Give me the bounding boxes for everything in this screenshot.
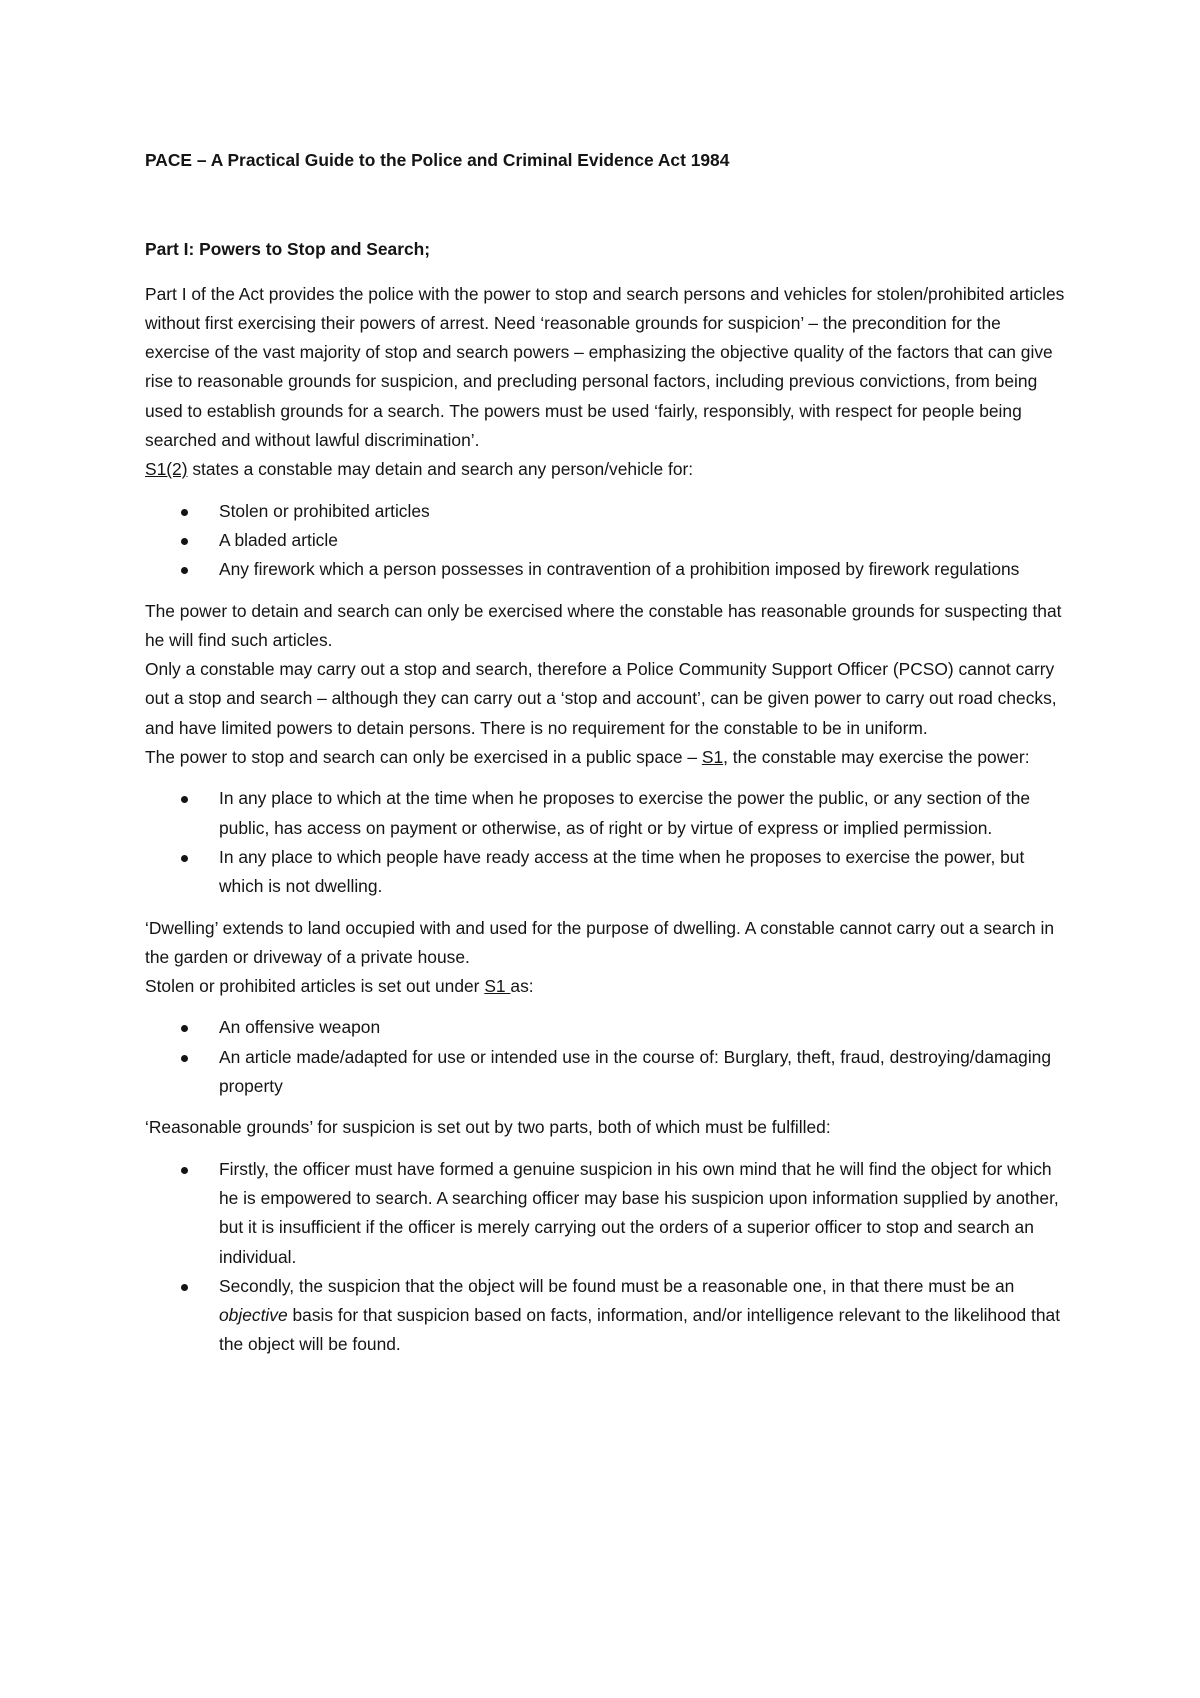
list-item-text: In any place to which at the time when he proposes to exercise the power the public, or any section of the public, has access on payment or otherwise, as of right or by virtue of express or implied permission. [219, 788, 1031, 838]
list-item [145, 784, 1070, 843]
list-item-text: Any firework which a person possesses in contravention of a prohibition imposed by firework regulations [219, 559, 1020, 580]
bullet-icon [181, 1167, 188, 1174]
list-item [145, 1155, 1070, 1272]
bullet-icon [181, 1284, 188, 1291]
s12-paragraph [145, 455, 1070, 484]
only-constable-paragraph: Only a constable may carry out a stop and search, therefore a Police Community Support Officer (PCSO) cannot carry out a stop and search – although they can carry out a ‘stop and account’, can be given power to carry out road checks, and have limited powers to detain persons. There is no requirement for the constable to be in uniform. [145, 659, 1057, 738]
section-reference-link: S1 [701, 747, 724, 768]
list-item-text: Firstly, the officer must have formed a genuine suspicion in his own mind that he will find the object for which he is empowered to search. A searching officer may base his suspicion upon information supplied by another, but it is insufficient if the officer is merely carrying out the orders of a superior officer to stop and search an individual. [219, 1158, 1059, 1267]
list-item-text-end: basis for that suspicion based on facts, information, and/or intelligence relevant to the likelihood that the object will be found. [219, 1305, 1061, 1355]
stolen-text-end: as: [510, 976, 534, 997]
stolen-text: Stolen or prohibited articles is set out under [145, 976, 485, 997]
list-item [145, 843, 1070, 902]
list-item-text: An article made/adapted for use or intended use in the course of: Burglary, theft, fraud, destroying/damaging property [219, 1046, 1052, 1097]
bullet-icon [181, 538, 188, 545]
prohibited-articles-list [145, 1013, 1070, 1101]
list-item-text-start: Secondly, the suspicion that the object will be found must be a reasonable one, in that there must be an [219, 1275, 1015, 1296]
list-item-text: An offensive weapon [219, 1017, 381, 1038]
bullet-icon [181, 509, 188, 516]
list-item-text: Stolen or prohibited articles [219, 500, 430, 521]
bullet-icon [181, 855, 188, 862]
section-reference-link: S1(2) [145, 459, 188, 480]
section-heading: Part I: Powers to Stop and Search; [145, 239, 431, 260]
bullet-icon [181, 1025, 188, 1032]
public-space-paragraph [145, 743, 1070, 772]
list-item-text: In any place to which people have ready access at the time when he proposes to exercise the power, but which is not dwelling. [219, 846, 1025, 897]
list-item [145, 497, 1070, 526]
stolen-articles-paragraph [145, 972, 1070, 1001]
list-item [145, 1013, 1070, 1042]
bullet-icon [181, 796, 188, 803]
reasonable-grounds-list [145, 1155, 1070, 1360]
list-item [145, 526, 1070, 555]
document-title: PACE – A Practical Guide to the Police and Criminal Evidence Act 1984 [145, 150, 730, 170]
document-body [145, 146, 1070, 1372]
public-space-text: The power to stop and search can only be exercised in a public space – [145, 747, 702, 768]
list-item [145, 555, 1070, 584]
articles-list [145, 497, 1070, 585]
s12-text: states a constable may detain and search any person/vehicle for: [187, 459, 694, 480]
bullet-icon [181, 1055, 188, 1062]
emphasis-text: objective [219, 1305, 288, 1326]
dwelling-paragraph: ‘Dwelling’ extends to land occupied with and used for the purpose of dwelling. A constable cannot carry out a search in the garden or driveway of a private house. [145, 917, 1055, 967]
section-reference-link: S1 [484, 976, 511, 997]
list-item [145, 1272, 1070, 1360]
public-space-text-end: , the constable may exercise the power: [723, 747, 1030, 768]
intro-paragraph: Part I of the Act provides the police with the power to stop and search persons and vehicles for stolen/prohibited articles without first exercising their powers of arrest. Need ‘reasonable grounds for suspicion’ – the precondition for the exercise of the vast majority of stop and search powers – emphasizing the objective quality of the factors that can give rise to reasonable grounds for suspicion, and precluding personal factors, including previous convictions, from being used to establish grounds for a search. The powers must be used ‘fairly, responsibly, with respect for people being searched and without lawful discrimination’. [145, 283, 1065, 451]
list-item-text: A bladed article [219, 529, 338, 550]
bullet-icon [181, 567, 188, 574]
power-detain-paragraph: The power to detain and search can only be exercised where the constable has reasonable grounds for suspecting that he will find such articles. [145, 600, 1062, 650]
list-item-text [219, 1276, 1060, 1355]
places-list [145, 784, 1070, 901]
reasonable-grounds-paragraph: ‘Reasonable grounds’ for suspicion is set out by two parts, both of which must be fulfilled: [145, 1117, 831, 1138]
list-item [145, 1043, 1070, 1102]
